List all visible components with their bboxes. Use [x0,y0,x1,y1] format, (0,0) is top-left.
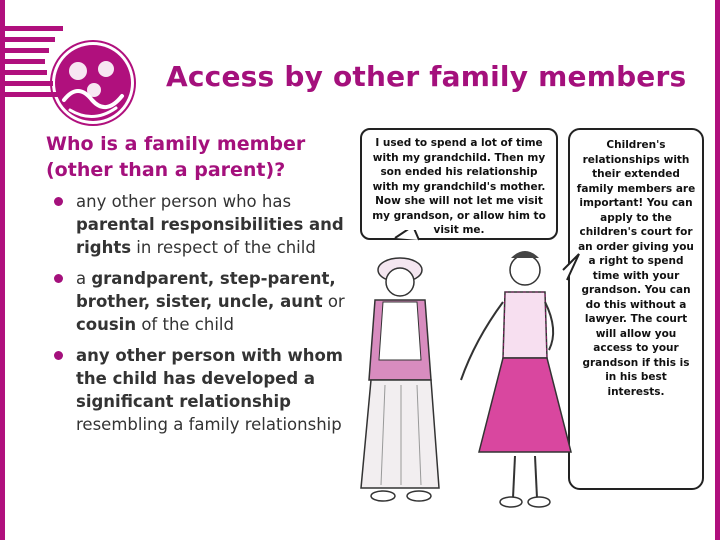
bullet-text: of the child [136,315,234,334]
subtitle-line-1: Who is a family member [46,133,306,155]
page-title: Access by other family members [166,60,687,93]
section-subtitle [46,131,346,183]
grandparent-speech-bubble: I used to spend a lot of time with my grandchild. Then my son ended his relationship with my grandchild's mother. Now she will not let me visit my grandson, or allow him to visit me. [360,128,558,240]
bullet-text: resembling a family relationship [76,415,342,434]
bullet-bold-text: grandparent, step-parent, brother, sister, uncle, aunt [76,269,336,311]
list-item [50,267,350,336]
bullet-bold-text: cousin [76,315,137,334]
bullet-text: or [322,292,345,311]
family-logo-icon [48,38,138,128]
list-item [50,190,350,259]
bullet-text: a [76,269,92,288]
bullet-icon [54,197,63,206]
child-speech-bubble: Children's relationships with their extended family members are important! You can apply to the children's court for an order giving you a right to spend time with your grandson. You can do this without a lawyer. The court will allow you access to your grandson if this is in his best interests. [568,128,704,490]
right-border [715,0,720,540]
grandparent-and-child-illustration [335,230,580,520]
subtitle-line-2: (other than a parent)? [46,159,286,181]
list-item [50,344,350,436]
family-member-list [50,190,350,444]
bullet-bold-text: any other person with whom the child has developed a significant relationship [76,346,344,411]
bullet-icon [54,274,63,283]
bullet-text: any other person who has [76,192,292,211]
bullet-bold-text: parental responsibilities and rights [76,215,344,257]
bullet-text: in respect of the child [131,238,316,257]
bullet-icon [54,351,63,360]
